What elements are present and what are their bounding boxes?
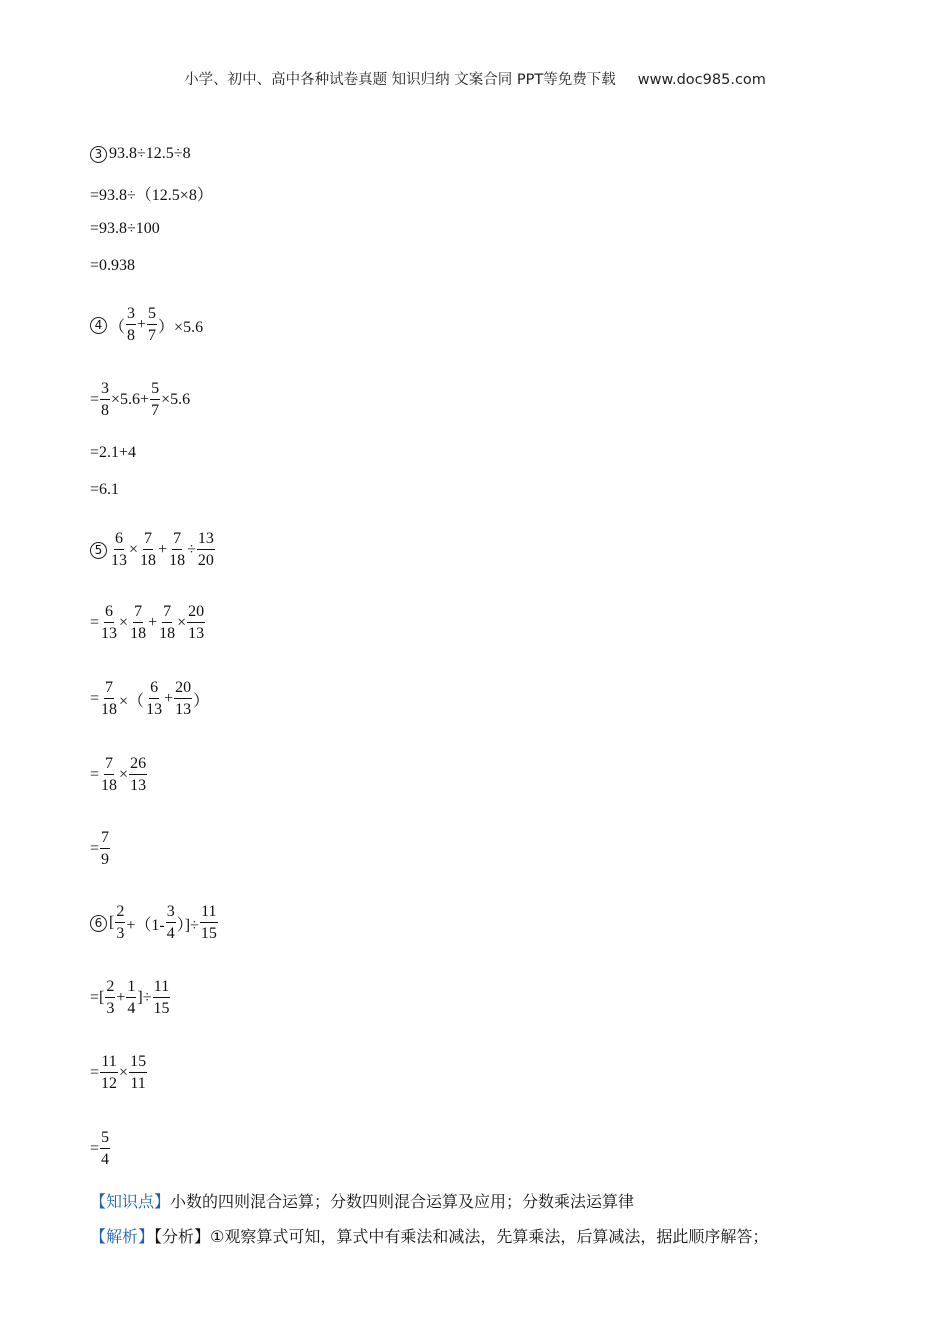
equals: = <box>90 840 100 857</box>
operator: × <box>119 614 129 631</box>
denominator: 20 <box>197 552 214 569</box>
page-header <box>0 68 950 89</box>
numerator: 7 <box>100 830 110 849</box>
denominator: 9 <box>101 851 110 868</box>
denominator: 3 <box>106 1000 115 1017</box>
numerator: 7 <box>104 680 114 699</box>
fraction <box>126 979 136 1017</box>
denominator: 12 <box>101 1075 118 1092</box>
p5-line-3 <box>90 680 209 718</box>
fraction <box>100 1054 118 1092</box>
p3-number-badge: 3 <box>90 146 107 163</box>
fraction <box>110 531 128 569</box>
numerator: 5 <box>150 381 160 400</box>
operator: + <box>137 316 147 333</box>
knowledge-text: 小数的四则混合运算；分数四则混合运算及应用；分数乘法运算律 <box>170 1192 635 1211</box>
denominator: 15 <box>200 925 217 942</box>
p5-line-4 <box>90 756 148 794</box>
fraction <box>100 680 118 718</box>
analysis-text: 【分析】①观察算式可知，算式中有乘法和减法，先算乘法，后算减法，据此顺序解答； <box>154 1227 769 1246</box>
equals: = <box>90 391 100 408</box>
p4-step: =2.1+4 <box>90 444 137 461</box>
fraction <box>105 979 115 1017</box>
fraction <box>129 604 147 642</box>
operator: × <box>129 541 139 558</box>
operator: + <box>164 690 174 707</box>
fraction <box>129 756 147 794</box>
p4-line-1 <box>90 306 203 344</box>
p4-line-3 <box>90 444 136 462</box>
operator: × <box>119 1064 129 1081</box>
p5-line-2 <box>90 604 206 642</box>
numerator: 11 <box>153 979 170 998</box>
paren: （ <box>109 318 126 336</box>
header-title: 小学、初中、高中各种试卷真题 知识归纳 文案合同 PPT等免费下载 <box>184 72 616 88</box>
equals: = <box>90 1064 100 1081</box>
equals: = <box>90 1140 100 1157</box>
operator: + <box>158 541 168 558</box>
operator: ）×5.6 <box>158 318 204 336</box>
denominator: 18 <box>140 552 157 569</box>
denominator: 11 <box>130 1075 146 1092</box>
fraction <box>187 604 205 642</box>
numerator: 15 <box>129 1054 147 1073</box>
operator: × <box>119 766 129 783</box>
fraction <box>147 306 157 344</box>
fraction <box>145 680 163 718</box>
header-site: www.doc985.com <box>637 72 766 88</box>
knowledge-point <box>90 1189 634 1212</box>
numerator: 20 <box>174 680 192 699</box>
fraction <box>100 1130 110 1168</box>
operator: + <box>148 614 158 631</box>
numerator: 3 <box>100 381 110 400</box>
numerator: 2 <box>115 904 125 923</box>
denominator: 13 <box>101 625 118 642</box>
p4-line-2 <box>90 381 190 419</box>
p6-line-1 <box>90 904 219 942</box>
p3-result: =0.938 <box>90 257 136 274</box>
denominator: 3 <box>116 925 125 942</box>
analysis-tag: 【解析】 <box>90 1227 155 1246</box>
p4-result: =6.1 <box>90 481 120 498</box>
denominator: 13 <box>130 777 147 794</box>
operator: ×5.6+ <box>111 391 150 408</box>
numerator: 3 <box>126 306 136 325</box>
fraction <box>100 756 118 794</box>
fraction <box>100 381 110 419</box>
numerator: 1 <box>126 979 136 998</box>
denominator: 7 <box>151 402 160 419</box>
numerator: 11 <box>200 904 217 923</box>
p6-line-3 <box>90 1054 148 1092</box>
denominator: 13 <box>146 701 163 718</box>
operator: ）]÷ <box>176 916 199 934</box>
equals: = <box>90 614 100 631</box>
numerator: 20 <box>187 604 205 623</box>
fraction <box>139 531 157 569</box>
operator: + <box>116 989 126 1006</box>
fraction <box>166 904 176 942</box>
denominator: 15 <box>153 1000 170 1017</box>
denominator: 18 <box>101 701 118 718</box>
p3-line-1 <box>90 145 191 163</box>
fraction <box>129 1054 147 1092</box>
operator: [ <box>109 914 115 931</box>
fraction <box>115 904 125 942</box>
denominator: 13 <box>188 625 205 642</box>
denominator: 4 <box>127 1000 136 1017</box>
denominator: 4 <box>166 925 175 942</box>
numerator: 7 <box>162 604 172 623</box>
equals: = <box>90 766 100 783</box>
numerator: 5 <box>100 1130 110 1149</box>
p6-line-4 <box>90 1130 111 1168</box>
operator: ×（ <box>119 692 145 710</box>
numerator: 13 <box>197 531 215 550</box>
numerator: 6 <box>104 604 114 623</box>
numerator: 5 <box>147 306 157 325</box>
denominator: 18 <box>130 625 147 642</box>
p3-line-2 <box>90 182 213 205</box>
numerator: 2 <box>105 979 115 998</box>
fraction <box>200 904 218 942</box>
denominator: 18 <box>101 777 118 794</box>
operator: ） <box>193 692 210 710</box>
operator: ]÷ <box>137 989 152 1006</box>
p3-step: =93.8÷（12.5×8） <box>90 187 213 204</box>
numerator: 7 <box>104 756 114 775</box>
p5-line-5 <box>90 830 111 868</box>
denominator: 13 <box>111 552 127 569</box>
denominator: 13 <box>175 701 192 718</box>
p3-line-3 <box>90 220 160 238</box>
numerator: 7 <box>133 604 143 623</box>
denominator: 7 <box>148 327 157 344</box>
fraction <box>126 306 136 344</box>
numerator: 3 <box>166 904 176 923</box>
fraction <box>174 680 192 718</box>
p3-expr: 93.8÷12.5÷8 <box>109 145 191 162</box>
p4-number-badge: 4 <box>90 317 107 334</box>
fraction <box>150 381 160 419</box>
p6-line-2 <box>90 979 172 1017</box>
fraction <box>197 531 215 569</box>
denominator: 4 <box>101 1151 110 1168</box>
denominator: 8 <box>101 402 110 419</box>
fraction <box>100 830 110 868</box>
operator: ×5.6 <box>161 391 191 408</box>
p3-line-4 <box>90 257 135 275</box>
analysis <box>90 1224 768 1247</box>
p5-line-1 <box>90 531 216 569</box>
numerator: 26 <box>129 756 147 775</box>
numerator: 7 <box>172 531 182 550</box>
operator: ÷ <box>187 541 196 558</box>
numerator: 7 <box>143 531 153 550</box>
p5-number-badge: 5 <box>90 542 107 559</box>
fraction <box>100 604 118 642</box>
numerator: 11 <box>100 1054 117 1073</box>
fraction <box>158 604 176 642</box>
denominator: 18 <box>159 625 176 642</box>
knowledge-tag: 【知识点】 <box>90 1192 171 1211</box>
p4-line-4 <box>90 481 119 499</box>
equals: = <box>90 690 100 707</box>
fraction <box>153 979 171 1017</box>
numerator: 6 <box>149 680 159 699</box>
fraction <box>168 531 186 569</box>
equals: =[ <box>90 989 105 1006</box>
denominator: 8 <box>127 327 136 344</box>
operator: × <box>177 614 187 631</box>
denominator: 18 <box>169 552 186 569</box>
p6-number-badge: 6 <box>90 915 107 932</box>
p3-step: =93.8÷100 <box>90 220 160 237</box>
operator: +（1- <box>126 916 165 934</box>
numerator: 6 <box>114 531 124 550</box>
